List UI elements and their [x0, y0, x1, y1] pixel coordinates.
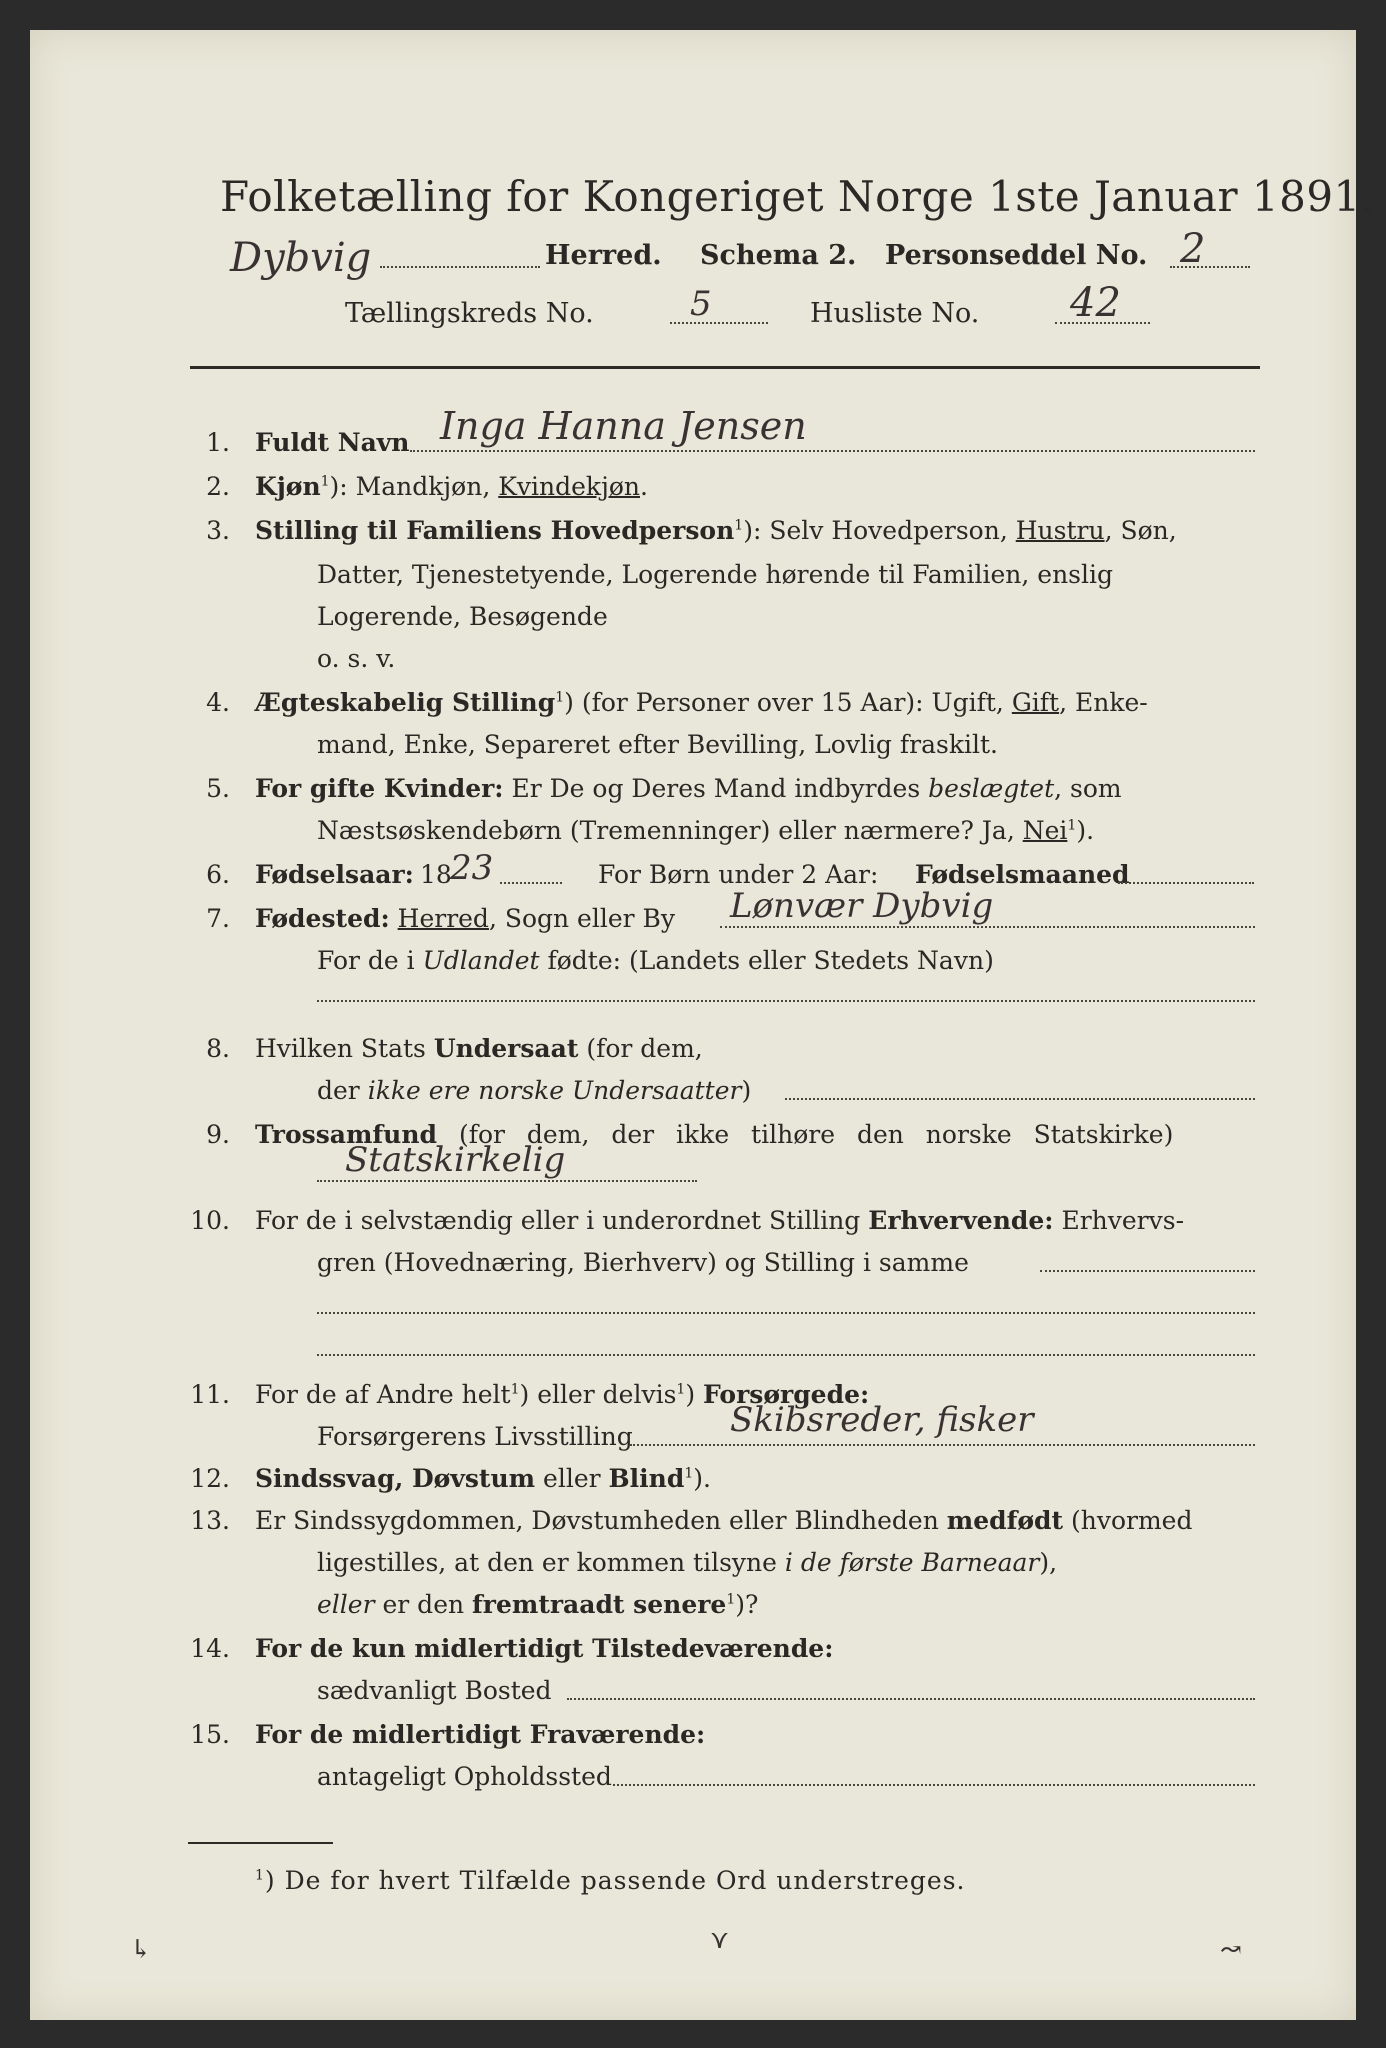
- birthplace-abroad-italic: Udlandet: [422, 946, 540, 975]
- personseddel-label: Personseddel No.: [885, 240, 1148, 271]
- marital-label: Ægteskabelig Stilling: [255, 688, 556, 717]
- item-number: 3.: [206, 516, 230, 545]
- birthplace-row: [255, 904, 675, 933]
- footnote-ref: 1: [726, 1591, 736, 1608]
- birth-year-dots: [500, 882, 562, 884]
- marital-selected: Gift: [1011, 688, 1060, 717]
- occupation-line-a: [1040, 1270, 1255, 1272]
- position-options-end: , Søn,: [1104, 516, 1177, 545]
- position-selected: Hustru: [1015, 516, 1105, 545]
- item-number: 2.: [206, 472, 230, 501]
- congenital-row: [255, 1506, 1192, 1535]
- usual-residence-label: sædvanligt Bosted: [317, 1676, 552, 1705]
- occupation-line-2: gren (Hovednæring, Bierhverv) og Stilling i samme: [317, 1248, 969, 1277]
- position-line-2: Datter, Tjenestetyende, Logerende hørende til Familien, enslig: [317, 560, 1114, 589]
- kinship-italic: beslægtet: [928, 774, 1055, 803]
- footnote-text: ) De for hvert Tilfælde passende Ord understreges.: [264, 1866, 966, 1895]
- item-number: 7.: [206, 904, 230, 933]
- kreds-handwriting: 5: [690, 284, 712, 324]
- footnote: [255, 1866, 965, 1895]
- footnote-ref: 1: [510, 1381, 520, 1398]
- marital-options: ) (for Personer over 15 Aar): Ugift,: [564, 688, 1012, 717]
- header-rule: [190, 366, 1260, 369]
- position-row: [255, 516, 1177, 545]
- sex-selected: Kvindekjøn: [498, 472, 640, 501]
- citizenship-line: [785, 1098, 1255, 1100]
- citizenship-italic: ikke ere norske Undersaatter: [367, 1076, 742, 1105]
- personseddel-dots: [1170, 266, 1250, 268]
- birth-month-dots: [1118, 882, 1254, 884]
- dependent-text-2: ) eller delvis: [519, 1380, 677, 1409]
- item-number: 9.: [206, 1120, 230, 1149]
- whereabouts-line: [613, 1784, 1255, 1786]
- provider-line: [630, 1444, 1255, 1446]
- item-number: 13.: [190, 1506, 230, 1535]
- disability-label-2: Blind: [608, 1464, 685, 1493]
- footnote-ref: 1: [555, 689, 565, 706]
- item-number: 14.: [190, 1634, 230, 1663]
- citizenship-text-end: (for dem,: [578, 1034, 703, 1063]
- birthplace-abroad-text: For de i: [317, 946, 423, 975]
- kinship-question: Er De og Deres Mand indbyrdes: [503, 774, 929, 803]
- herred-dots: [380, 266, 540, 268]
- full-name-line: [410, 450, 1255, 452]
- footnote-ref: 1: [734, 517, 744, 534]
- congenital-line-3-label: fremtraadt senere: [472, 1590, 727, 1619]
- kreds-dots: [670, 322, 768, 324]
- disability-row: [255, 1464, 711, 1493]
- census-form: [30, 30, 1375, 2020]
- occupation-row: [255, 1206, 1184, 1235]
- form-title: Folketælling for Kongeriget Norge 1ste Januar 1891.: [220, 172, 1375, 221]
- birth-month-label: Fødselsmaaned: [915, 860, 1130, 889]
- kinship-label: For gifte Kvinder:: [255, 774, 504, 803]
- footnote-ref: 1: [676, 1381, 686, 1398]
- religion-text: (for dem, der ikke tilhøre den norske Statskirke): [437, 1120, 1174, 1149]
- kinship-question-end: , som: [1054, 774, 1122, 803]
- citizenship-line-2: [317, 1076, 751, 1105]
- congenital-line-2-italic: i de første Barneaar: [784, 1548, 1040, 1577]
- husliste-label: Husliste No.: [810, 298, 980, 329]
- citizenship-line-2-text: der: [317, 1076, 368, 1105]
- citizenship-row: [255, 1034, 703, 1063]
- kinship-selected: Nei: [1022, 816, 1068, 845]
- citizenship-label: Undersaat: [433, 1034, 579, 1063]
- kinship-line-2-text: Næstsøskendebørn (Tremenninger) eller nærmere? Ja,: [317, 816, 1023, 845]
- birthplace-abroad-line: [317, 1000, 1255, 1002]
- corner-mark-right-icon: ↝: [1220, 1935, 1242, 1965]
- whereabouts-label: antageligt Opholdssted: [317, 1762, 612, 1791]
- birthplace-abroad-end: fødte: (Landets eller Stedets Navn): [539, 946, 994, 975]
- schema-label: Schema 2.: [700, 240, 857, 271]
- occupation-label: Erhvervende:: [868, 1206, 1054, 1235]
- birth-month-text: For Børn under 2 Aar:: [598, 860, 879, 889]
- footnote-ref: 1: [684, 1465, 694, 1482]
- provider-handwriting: Skibsreder, fisker: [730, 1400, 1034, 1440]
- congenital-line-2: [317, 1548, 1057, 1577]
- item-number: 11.: [190, 1380, 230, 1409]
- full-name-handwriting: Inga Hanna Jensen: [440, 404, 807, 448]
- sex-label: Kjøn: [255, 472, 321, 501]
- footnote-rule: [188, 1842, 333, 1844]
- dependent-text-3: ): [685, 1380, 704, 1409]
- congenital-text-end: (hvormed: [1063, 1506, 1193, 1535]
- marital-options-end: , Enke-: [1059, 688, 1148, 717]
- occupation-text-end: Erhvervs-: [1053, 1206, 1185, 1235]
- dependent-text: For de af Andre helt: [255, 1380, 511, 1409]
- congenital-line-3-text: er den: [374, 1590, 473, 1619]
- congenital-line-3-italic: eller: [317, 1590, 375, 1619]
- birthplace-selected: Herred: [397, 904, 489, 933]
- kinship-line-2: [317, 816, 1094, 845]
- congenital-line-3-end: )?: [735, 1590, 759, 1619]
- position-label: Stilling til Familiens Hovedperson: [255, 516, 735, 545]
- item-number: 5.: [206, 774, 230, 803]
- kinship-line-2-end: ).: [1076, 816, 1095, 845]
- birthplace-line-2: [317, 946, 994, 975]
- disability-label: Sindssvag, Døvstum: [255, 1464, 536, 1493]
- herred-label: Herred.: [545, 240, 662, 271]
- marital-row: [255, 688, 1148, 717]
- congenital-line-2-end: ),: [1039, 1548, 1058, 1577]
- husliste-handwriting: 42: [1070, 280, 1121, 326]
- item-number: 6.: [206, 860, 230, 889]
- item-number: 12.: [190, 1464, 230, 1493]
- item-number: 15.: [190, 1720, 230, 1749]
- birthplace-line: [720, 926, 1255, 928]
- herred-handwriting: Dybvig: [230, 235, 372, 281]
- congenital-label: medfødt: [946, 1506, 1064, 1535]
- provider-label: Forsørgerens Livsstilling: [317, 1422, 633, 1451]
- corner-mark-left-icon: ↳: [130, 1935, 152, 1965]
- sex-end: .: [639, 472, 648, 501]
- personseddel-handwriting: 2: [1180, 226, 1206, 272]
- position-line-3: Logerende, Besøgende: [317, 602, 608, 631]
- congenital-text: Er Sindssygdommen, Døvstumheden eller Blindheden: [255, 1506, 947, 1535]
- footnote-mark: 1: [255, 1867, 265, 1884]
- item-number: 4.: [206, 688, 230, 717]
- marital-line-2: mand, Enke, Separeret efter Bevilling, Lovlig fraskilt.: [317, 730, 998, 759]
- sex-options: ): Mandkjøn,: [329, 472, 499, 501]
- disability-text: eller: [535, 1464, 609, 1493]
- birth-year-prefix: 18: [420, 860, 452, 889]
- full-name-label: Fuldt Navn: [255, 428, 410, 457]
- sex-row: [255, 472, 648, 501]
- disability-end: ).: [693, 1464, 711, 1493]
- occupation-line-c: [317, 1354, 1255, 1356]
- occupation-line-b: [317, 1312, 1255, 1314]
- occupation-text: For de i selvstændig eller i underordnet Stilling: [255, 1206, 869, 1235]
- footnote-ref: 1: [1067, 817, 1077, 834]
- kinship-row: [255, 774, 1122, 803]
- dependent-label: Forsørgede:: [703, 1380, 870, 1409]
- item-number: 10.: [190, 1206, 230, 1235]
- corner-mark-center-icon: ⋎: [710, 1925, 730, 1955]
- position-line-4: o. s. v.: [317, 644, 396, 673]
- birthplace-label: Fødested:: [255, 904, 390, 933]
- item-number: 1.: [206, 428, 230, 457]
- religion-handwriting: Statskirkelig: [345, 1140, 566, 1180]
- birthplace-options: , Sogn eller By: [488, 904, 676, 933]
- temp-absent-label: For de midlertidigt Fraværende:: [255, 1720, 706, 1749]
- usual-residence-line: [567, 1698, 1255, 1700]
- congenital-line-3: [317, 1590, 758, 1619]
- temp-present-label: For de kun midlertidigt Tilstedeværende:: [255, 1634, 834, 1663]
- birth-year-handwriting: 23: [450, 848, 494, 888]
- congenital-line-2-text: ligestilles, at den er kommen tilsyne: [317, 1548, 785, 1577]
- position-options: ): Selv Hovedperson,: [743, 516, 1016, 545]
- husliste-dots: [1055, 322, 1150, 324]
- citizenship-line-2-end: ): [741, 1076, 752, 1105]
- footnote-ref: 1: [320, 473, 330, 490]
- religion-label: Trossamfund: [255, 1120, 438, 1149]
- birthplace-handwriting: Lønvær Dybvig: [730, 886, 994, 926]
- religion-line: [317, 1180, 697, 1182]
- item-number: 8.: [206, 1034, 230, 1063]
- birth-year-label: Fødselsaar:: [255, 860, 414, 889]
- citizenship-text: Hvilken Stats: [255, 1034, 434, 1063]
- kreds-label: Tællingskreds No.: [345, 298, 594, 329]
